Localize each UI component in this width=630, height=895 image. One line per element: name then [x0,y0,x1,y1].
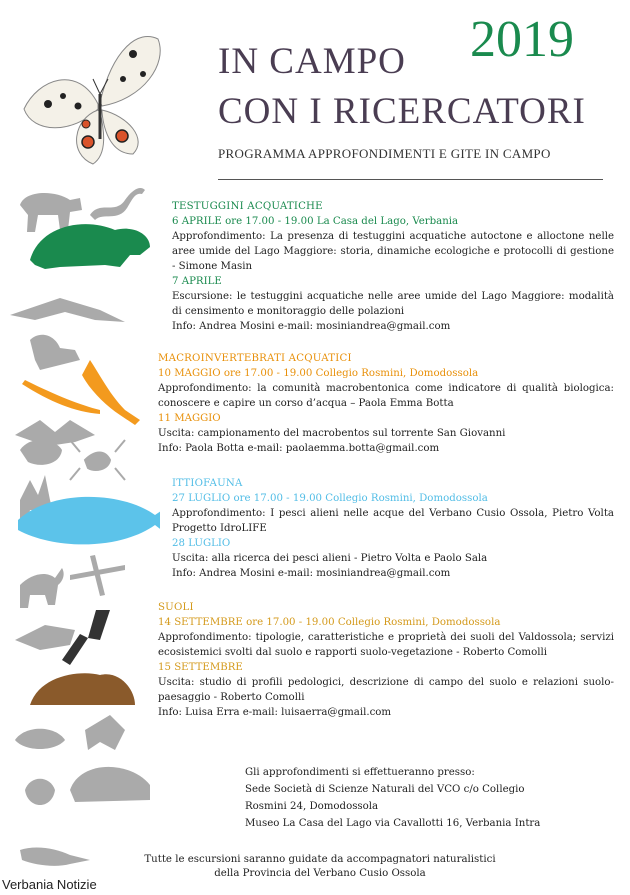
bat-silhouette-icon [15,420,95,445]
venues-intro: Gli approfondimenti si effettueranno presso: [245,767,475,778]
source-watermark: Verbania Notizie [2,877,97,892]
section-heading: SUOLI [158,602,194,613]
beetle-silhouette-icon [25,779,55,805]
hedgehog-silhouette-icon [70,767,150,802]
footnote-line: Tutte le escursioni saranno guidate da accompagnatori naturalistici [144,854,496,865]
spider-silhouette-icon [70,440,125,480]
section-text: Approfondimento: I pesci alieni nelle acque del Verbano Cusio Ossola, Pietro Volta Progetto IdroLIFE [172,508,614,534]
scorpion-silhouette-icon [30,335,80,370]
salamander-silhouette-icon [20,848,90,866]
venue-line: Sede Società di Scienze Naturali del VCO c/o Collegio [245,784,525,795]
section-text: Uscita: campionamento del macrobentos sul torrente San Giovanni [158,428,506,439]
moth-silhouette-icon [85,715,125,750]
butterfly-illustration [18,24,178,174]
section-text: Approfondimento: la comunità macrobentonica come indicatore di qualità biologica: conoscere e capire un corso d’acqua – Paola Emma Botta [158,383,614,409]
title-line-1: IN CAMPO [218,41,406,82]
section-text: Approfondimento: La presenza di testuggini acquatiche autoctone e alloctone nelle aree umide del Lago Maggiore: storia, dinamiche ecologiche e protocolli di gestione - Simone Masin [172,231,614,272]
section-heading: ITTIOFAUNA [172,478,243,489]
section-date: 6 APRILE ore 17.00 - 19.00 La Casa del Lago, Verbania [172,216,459,227]
section-text: Uscita: studio di profili pedologici, descrizione di campo del suolo e relazioni suolo-paesaggio - Roberto Comolli [158,677,614,703]
section-info: Info: Andrea Mosini e-mail: mosiniandrea@gmail.com [172,568,451,579]
header-divider [218,179,603,180]
section-suoli [158,600,614,720]
title-line-2: CON I RICERCATORI [218,91,586,132]
section-info: Info: Andrea Mosini e-mail: mosiniandrea@gmail.com [172,321,451,332]
venue-line: Rosmini 24, Domodossola [245,801,379,812]
section-date: 7 APRILE [172,276,222,287]
snake-silhouette-icon [90,188,145,220]
fox-silhouette-icon [15,625,75,650]
section-testuggini [172,199,614,334]
year-label: 2019 [470,11,574,68]
venues-block [245,764,625,832]
dragonfly-silhouette-icon [70,555,125,596]
section-date: 10 MAGGIO ore 17.00 - 19.00 Collegio Rosmini, Domodossola [158,368,479,379]
bird-silhouette-icon [10,298,125,322]
venue-line: Museo La Casa del Lago via Cavallotti 16, Verbania Intra [245,818,541,829]
section-text: Uscita: alla ricerca dei pesci alieni - Pietro Volta e Paolo Sala [172,553,488,564]
mayfly-icon [22,360,140,425]
soil-mound-icon [30,673,135,705]
section-date: 14 SETTEMBRE ore 17.00 - 19.00 Collegio Rosmini, Domodossola [158,617,501,628]
guides-footnote [110,853,530,881]
ibex-silhouette-icon [20,568,64,608]
footnote-line: della Provincia del Verbano Cusio Ossola [214,868,426,879]
animal-silhouettes-column [0,170,160,890]
section-info: Info: Luisa Erra e-mail: luisaerra@gmail.com [158,707,392,718]
turtle-icon [30,224,150,269]
section-ittiofauna [172,476,614,581]
section-date: 28 LUGLIO [172,538,231,549]
section-heading: MACROINVERTEBRATI ACQUATICI [158,353,352,364]
section-macroinvertebrati [158,351,614,456]
section-text: Approfondimento: tipologie, caratteristiche e proprietà dei suoli del Valdossola; servizi ecosistemici svolti dal suolo e rapporti suolo-vegetazione - Roberto Comolli [158,632,614,658]
section-text: Escursione: le testuggini acquatiche nelle aree umide del Lago Maggiore: modalità di censimento e monitoraggio delle polazioni [172,291,614,317]
subtitle: PROGRAMMA APPROFONDIMENTI E GITE IN CAMPO [218,146,551,161]
section-heading: TESTUGGINI ACQUATICHE [172,201,323,212]
section-date: 15 SETTEMBRE [158,662,243,673]
frog-silhouette-icon [15,729,65,749]
section-date: 11 MAGGIO [158,413,221,424]
section-info: Info: Paola Botta e-mail: paolaemma.botta@gmail.com [158,443,440,454]
section-date: 27 LUGLIO ore 17.00 - 19.00 Collegio Rosmini, Domodossola [172,493,488,504]
